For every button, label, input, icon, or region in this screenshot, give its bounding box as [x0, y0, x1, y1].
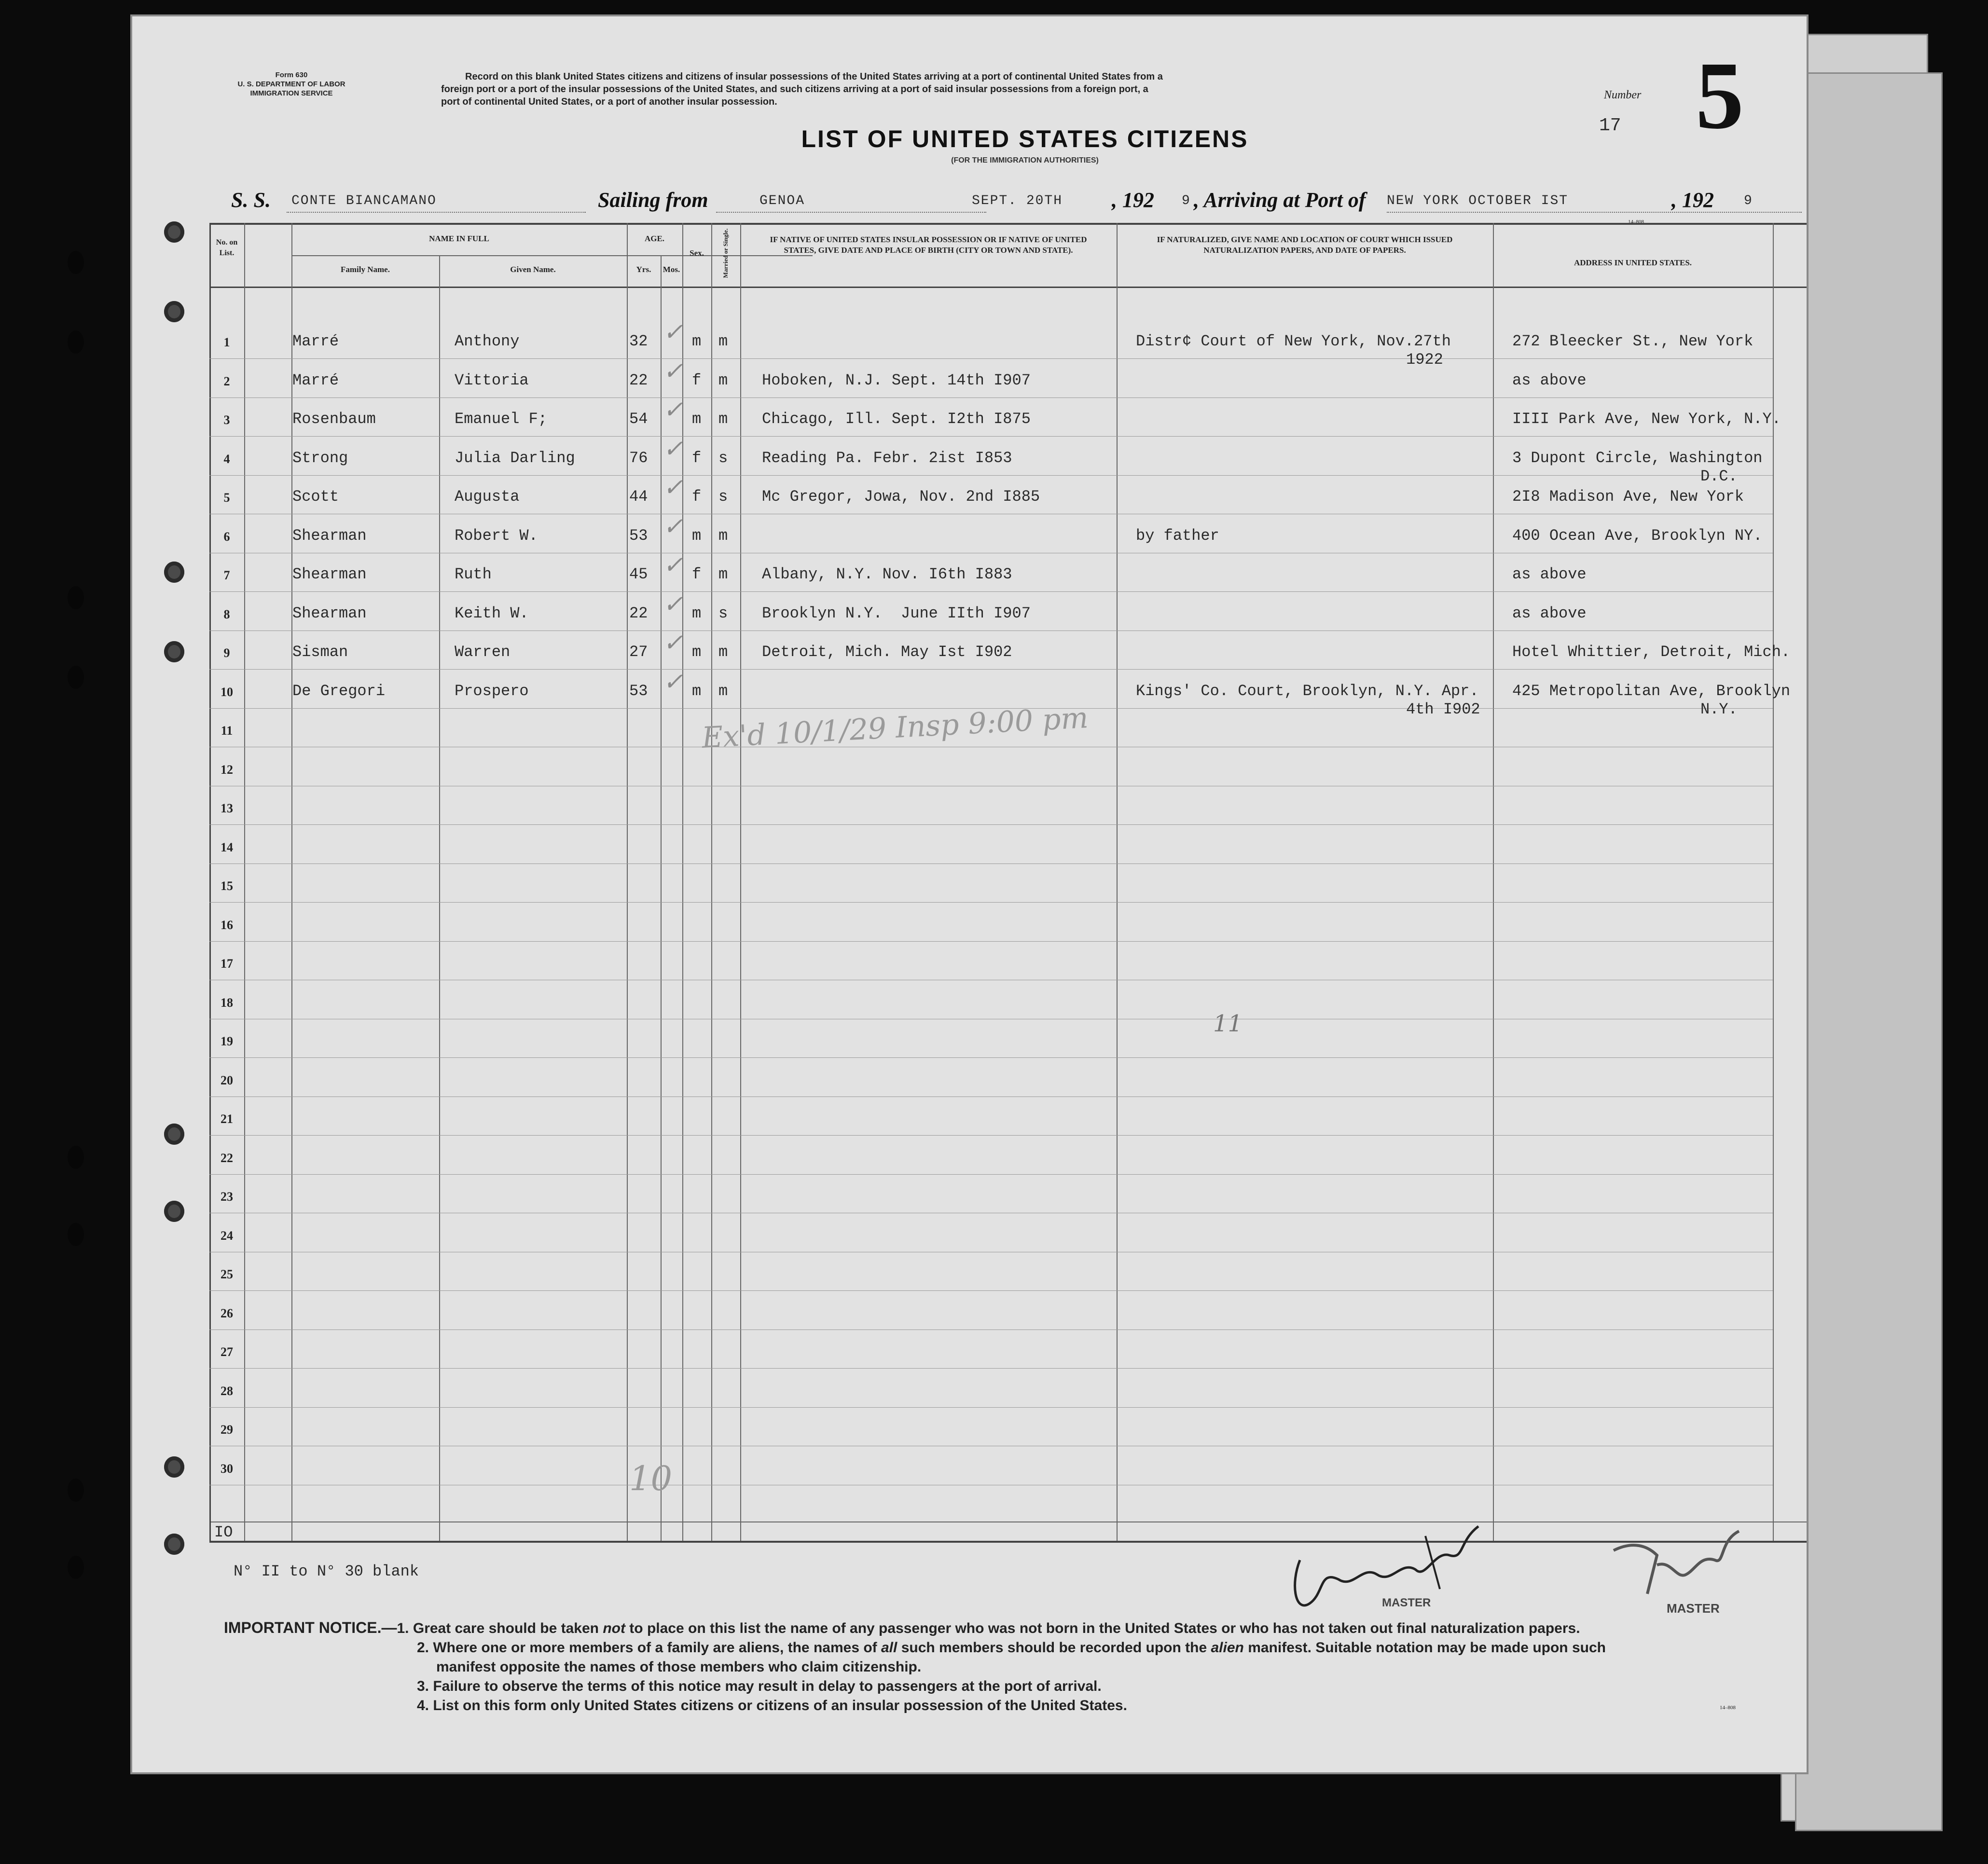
row-rule [209, 669, 1773, 670]
notice-item-1: IMPORTANT NOTICE.—1. Great care should be taken not to place on this list the name of any passenger who was not born in the United States or who has not taken out final naturalization papers. [224, 1619, 1580, 1636]
sex-cell: f [692, 488, 702, 506]
row-rule [209, 475, 1773, 476]
number-label: Number [1604, 89, 1642, 101]
family-name-cell: De Gregori [292, 682, 386, 700]
ss-label: S. S. [231, 188, 271, 212]
naturalization-cell: Distr¢ Court of New York, Nov.27th [1136, 332, 1451, 350]
row-number: 23 [221, 1190, 233, 1204]
port-to: NEW YORK OCTOBER IST [1387, 193, 1569, 208]
column-rule [740, 223, 741, 1541]
family-name-cell: Marré [292, 332, 339, 350]
given-name-cell: Keith W. [455, 604, 529, 622]
row-rule [209, 1057, 1773, 1058]
row-number: 3 [223, 413, 230, 427]
row-rule [209, 1368, 1773, 1369]
check-mark: ✓ [663, 629, 683, 657]
row-rule [209, 824, 1773, 825]
notice-label: IMPORTANT NOTICE.— [224, 1619, 397, 1636]
row-rule [209, 591, 1773, 592]
age-cell: 22 [629, 604, 648, 622]
marital-status-cell: m [718, 371, 728, 389]
notice-item-3: 3. Failure to observe the terms of this notice may result in delay to passengers at the port of arrival. [417, 1678, 1102, 1694]
row-rule [209, 436, 1773, 437]
binder-hole [68, 330, 84, 354]
sex-cell: m [692, 332, 702, 350]
master-label: MASTER [1667, 1601, 1720, 1616]
marital-status-cell: m [718, 643, 728, 661]
handwritten-count: 10 [629, 1459, 673, 1498]
row-rule [209, 1329, 1773, 1330]
row-number: 16 [221, 918, 233, 932]
row-number: 19 [221, 1034, 233, 1048]
family-name-cell: Shearman [292, 565, 367, 583]
address-cell: as above [1512, 371, 1587, 389]
row-number: 21 [221, 1112, 233, 1126]
service-name: IMMIGRATION SERVICE [250, 89, 333, 97]
family-name-cell: Rosenbaum [292, 410, 376, 428]
row-number: 8 [223, 607, 230, 621]
column-rule [627, 223, 628, 1541]
given-name-cell: Julia Darling [455, 449, 575, 467]
marital-status-cell: s [718, 449, 728, 467]
record-note-line: Record on this blank United States citizens and citizens of insular possessions of the United States arriving at a port of continental United States from a [465, 71, 1163, 82]
address-cell: as above [1512, 565, 1587, 583]
row-number: 17 [221, 957, 233, 971]
binder-hole [68, 1556, 84, 1579]
given-name-cell: Warren [455, 643, 511, 661]
row-number: 5 [223, 491, 230, 505]
marital-status-cell: s [718, 488, 728, 506]
total-count: IO [214, 1523, 233, 1541]
marital-status-cell: m [718, 332, 728, 350]
header-no-on-list: No. on List. [216, 238, 238, 257]
row-number: 4 [223, 452, 230, 466]
age-cell: 53 [629, 682, 648, 700]
year-label-2: , 192 [1671, 188, 1714, 212]
form-number: Form 630 [275, 71, 308, 79]
table-border [209, 223, 1807, 225]
given-name-cell: Prospero [455, 682, 529, 700]
address-cell-cont: D.C. [1700, 467, 1738, 485]
row-number: 27 [221, 1345, 233, 1359]
row-number: 12 [221, 762, 233, 777]
family-name-cell: Scott [292, 488, 339, 506]
row-number: 29 [221, 1423, 233, 1437]
header-married-single: Married or Single. [722, 228, 729, 278]
column-rule [1493, 223, 1494, 1541]
header-given-name: Given Name. [510, 265, 556, 274]
binder-hole [68, 1146, 84, 1169]
birth-cell: Mc Gregor, Jowa, Nov. 2nd I885 [762, 488, 1040, 506]
row-rule [209, 863, 1773, 864]
row-rule [209, 941, 1773, 942]
header-family-name: Family Name. [341, 265, 390, 274]
header-sex: Sex. [690, 248, 704, 258]
sex-cell: m [692, 604, 702, 622]
manifest-table [132, 16, 1807, 1772]
family-name-cell: Shearman [292, 526, 367, 545]
naturalization-cell-cont: 4th I902 [1406, 700, 1480, 718]
address-cell: 425 Metropolitan Ave, Brooklyn [1512, 682, 1791, 700]
check-mark: ✓ [663, 318, 683, 346]
family-name-cell: Sisman [292, 643, 348, 661]
row-rule [209, 1174, 1773, 1175]
sex-cell: f [692, 565, 702, 583]
date-from: SEPT. 20TH [972, 193, 1063, 208]
master-stamp [1604, 1521, 1749, 1608]
address-cell-cont: N.Y. [1700, 700, 1738, 718]
age-cell: 44 [629, 488, 648, 506]
address-cell: 3 Dupont Circle, Washington [1512, 449, 1763, 467]
header-mos: Mos. [663, 265, 680, 274]
family-name-cell: Marré [292, 371, 339, 389]
row-number: 2 [223, 374, 230, 388]
arriving-label: , Arriving at Port of [1194, 188, 1366, 212]
table-rule [209, 287, 1807, 288]
row-rule [209, 1290, 1773, 1291]
header-address: ADDRESS IN UNITED STATES. [1574, 258, 1692, 267]
address-cell: Hotel Whittier, Detroit, Mich. [1512, 643, 1791, 661]
blank-rows-note: N° II to N° 30 blank [234, 1562, 419, 1580]
table-rule [291, 255, 813, 256]
birth-cell: Reading Pa. Febr. 2ist I853 [762, 449, 1012, 467]
age-cell: 22 [629, 371, 648, 389]
row-number: 11 [221, 724, 233, 738]
row-number: 28 [221, 1384, 233, 1398]
header-yrs: Yrs. [636, 265, 651, 274]
address-cell: IIII Park Ave, New York, N.Y. [1512, 410, 1781, 428]
row-number: 26 [221, 1306, 233, 1320]
row-number: 14 [221, 840, 233, 854]
row-rule [209, 630, 1773, 631]
check-mark: ✓ [663, 396, 683, 424]
row-number: 30 [221, 1461, 233, 1476]
row-number: 22 [221, 1151, 233, 1165]
birth-cell: Hoboken, N.J. Sept. 14th I907 [762, 371, 1031, 389]
birth-cell: Chicago, Ill. Sept. I2th I875 [762, 410, 1031, 428]
birth-cell: Albany, N.Y. Nov. I6th I883 [762, 565, 1012, 583]
year-digit-1: 9 [1182, 193, 1191, 208]
sex-cell: m [692, 643, 702, 661]
row-rule [209, 902, 1773, 903]
check-mark: ✓ [663, 512, 683, 540]
check-mark: ✓ [663, 356, 683, 385]
binder-hole [68, 251, 84, 274]
binder-hole [68, 1479, 84, 1502]
header-native: IF NATIVE OF UNITED STATES INSULAR POSSESSION OR IF NATIVE OF UNITED STATES, GIVE DATE AND PLACE OF BIRTH (CITY OR TOWN AND STATE). [770, 235, 1087, 255]
row-number: 9 [223, 646, 230, 660]
print-code: 14–808 [1720, 1705, 1736, 1711]
binder-hole [68, 1223, 84, 1246]
row-number: 18 [221, 995, 233, 1010]
age-cell: 45 [629, 565, 648, 583]
row-rule [209, 1407, 1773, 1408]
record-note-line: foreign port or a port of the insular possessions of the United States, and such citizens arriving at a port of said insular possessions from a foreign port, a [441, 84, 1148, 95]
row-number: 7 [223, 568, 230, 582]
year-digit-2: 9 [1744, 193, 1753, 208]
row-rule [209, 1096, 1773, 1097]
age-cell: 32 [629, 332, 648, 350]
row-number: 24 [221, 1228, 233, 1243]
check-mark: ✓ [663, 589, 683, 618]
naturalization-cell: Kings' Co. Court, Brooklyn, N.Y. Apr. [1136, 682, 1479, 700]
binder-hole [68, 586, 84, 609]
binder-hole [68, 666, 84, 689]
row-number: 20 [221, 1073, 233, 1087]
row-rule [209, 397, 1773, 398]
notice-item-4: 4. List on this form only United States citizens or citizens of an insular possession of the United States. [417, 1698, 1127, 1713]
underlying-sheet [1795, 72, 1943, 1831]
header-naturalized: IF NATURALIZED, GIVE NAME AND LOCATION OF COURT WHICH ISSUED NATURALIZATION PAPERS, AND DATE OF PAPERS. [1157, 235, 1453, 255]
address-cell: 272 Bleecker St., New York [1512, 332, 1753, 350]
check-mark: ✓ [663, 473, 683, 501]
notice-item-2-cont: manifest opposite the names of those members who claim citizenship. [436, 1659, 922, 1675]
column-rule [1117, 223, 1118, 1541]
year-label-1: , 192 [1112, 188, 1154, 212]
record-note-line: port of continental United States, or a port of another insular possession. [441, 96, 777, 107]
sex-cell: m [692, 410, 702, 428]
address-cell: 2I8 Madison Ave, New York [1512, 488, 1744, 506]
sex-cell: f [692, 371, 702, 389]
given-name-cell: Vittoria [455, 371, 529, 389]
birth-cell: Brooklyn N.Y. June IIth I907 [762, 604, 1031, 622]
column-rule [711, 223, 712, 1541]
check-mark: ✓ [663, 434, 683, 463]
row-number: 10 [221, 685, 233, 699]
age-cell: 53 [629, 526, 648, 545]
family-name-cell: Strong [292, 449, 348, 467]
given-name-cell: Augusta [455, 488, 520, 506]
ship-name: CONTE BIANCAMANO [291, 193, 437, 208]
row-number: 13 [221, 801, 233, 815]
list-number: 17 [1599, 115, 1621, 136]
print-code: 14–808 [1628, 219, 1644, 225]
check-mark: ✓ [663, 551, 683, 579]
naturalization-cell-cont: 1922 [1406, 351, 1443, 369]
marital-status-cell: m [718, 565, 728, 583]
master-label: MASTER [1382, 1596, 1431, 1609]
important-notice [224, 1618, 1792, 1715]
marital-status-cell: m [718, 526, 728, 545]
department-name: U. S. DEPARTMENT OF LABOR [237, 80, 345, 88]
address-cell: 400 Ocean Ave, Brooklyn NY. [1512, 526, 1763, 545]
row-number: 15 [221, 879, 233, 893]
column-rule [661, 255, 662, 1541]
given-name-cell: Ruth [455, 565, 492, 583]
sex-cell: m [692, 526, 702, 545]
row-number: 25 [221, 1267, 233, 1281]
table-rule [209, 1521, 1807, 1522]
age-cell: 54 [629, 410, 648, 428]
given-name-cell: Robert W. [455, 526, 538, 545]
sex-cell: f [692, 449, 702, 467]
marital-status-cell: m [718, 682, 728, 700]
marital-status-cell: m [718, 410, 728, 428]
page-subtitle: (FOR THE IMMIGRATION AUTHORITIES) [951, 156, 1099, 164]
given-name-cell: Emanuel F; [455, 410, 548, 428]
row-number: 6 [223, 529, 230, 544]
age-cell: 27 [629, 643, 648, 661]
notice-item-2: 2. Where one or more members of a family are aliens, the names of all such members should be recorded upon the alien manifest. Suitable notation may be made upon such [417, 1640, 1606, 1656]
check-mark: ✓ [663, 667, 683, 696]
column-rule [244, 223, 245, 1541]
given-name-cell: Anthony [455, 332, 520, 350]
column-rule [439, 255, 440, 1541]
page-title: LIST OF UNITED STATES CITIZENS [801, 125, 1249, 152]
header-name-in-full: NAME IN FULL [429, 234, 489, 243]
table-border [209, 1541, 1807, 1543]
naturalization-cell: by father [1136, 526, 1219, 545]
row-rule [209, 1135, 1773, 1136]
family-name-cell: Shearman [292, 604, 367, 622]
header-age: AGE. [644, 234, 665, 243]
sheet-number: 5 [1696, 42, 1744, 149]
row-number: 1 [223, 335, 230, 349]
birth-cell: Detroit, Mich. May Ist I902 [762, 643, 1012, 661]
handwritten-note: Ex'd 10/1/29 Insp 9:00 pm [701, 701, 1090, 755]
port-from: GENOA [759, 193, 805, 208]
row-rule [209, 358, 1773, 359]
handwritten-mark: 11 [1213, 1010, 1243, 1037]
sailing-label: Sailing from [598, 188, 708, 212]
manifest-page [130, 14, 1809, 1774]
age-cell: 76 [629, 449, 648, 467]
sex-cell: m [692, 682, 702, 700]
address-cell: as above [1512, 604, 1587, 622]
marital-status-cell: s [718, 604, 728, 622]
